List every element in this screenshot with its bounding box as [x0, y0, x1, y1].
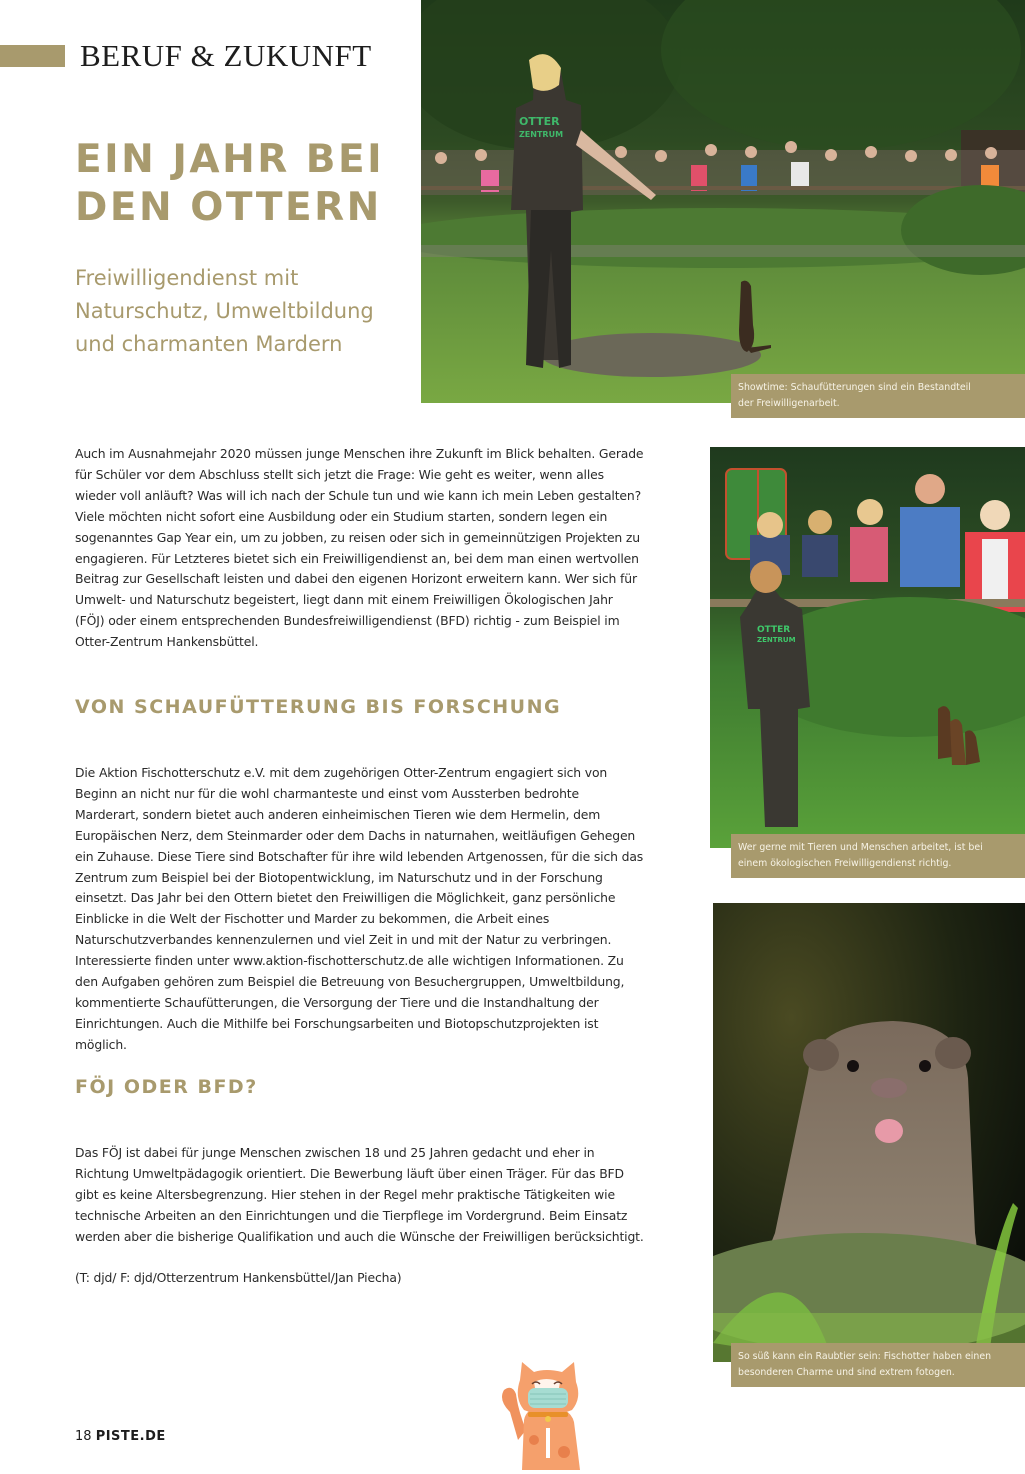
caption-line-2: einem ökologischen Freiwilligendienst richtig.: [738, 857, 952, 869]
section-label: BERUF & ZUKUNFT: [80, 38, 372, 73]
subtitle-line-1: Freiwilligendienst mit: [75, 266, 299, 290]
cat-mascot-icon: [488, 1360, 598, 1470]
vest-logo-text: OTTER: [519, 115, 560, 128]
volunteer-visitors-caption: [731, 834, 1025, 878]
volunteer-visitors-image: [710, 447, 1025, 848]
page-footer: [75, 1429, 166, 1444]
caption-line-1: So süß kann ein Raubtier sein: Fischotter haben einen: [738, 1351, 992, 1362]
otter-portrait-photo: [713, 903, 1025, 1362]
credits-line: (T: djd/ F: djd/Otterzentrum Hankensbüttel/Jan Piecha): [75, 1270, 402, 1285]
caption-line-1: Showtime: Schaufütterungen sind ein Bestandteil: [738, 382, 971, 393]
article-subtitle: [75, 262, 415, 361]
feeding-show-image: [421, 0, 1025, 403]
foej-bfd-paragraph: Das FÖJ ist dabei für junge Menschen zwischen 18 und 25 Jahren gedacht und eher in Richtung Umweltpädagogik orientiert. Die Bewerbung läuft über einen Träger. Für das BFD gibt es keine Altersbegrenzung. Hier stehen in der Regel mehr praktische Tätigkeiten wie technische Arbeiten an den Einrichtungen und die Tierpflege im Vordergrund. Beim Einsatz werden aber die bisherige Qualifikation und auch die Wünsche der Freiwilligen berücksichtigt.: [75, 1145, 644, 1244]
brand-name: PISTE.DE: [95, 1429, 166, 1444]
feeding-show-photo: [421, 0, 1025, 403]
headline-line-1: EIN JAHR BEI: [75, 137, 385, 182]
caption-line-2: besonderen Charme und sind extrem fotogen.: [738, 1366, 955, 1378]
article-headline: [75, 136, 415, 232]
intro-paragraph: Auch im Ausnahmejahr 2020 müssen junge Menschen ihre Zukunft im Blick behalten. Gerade für Schüler vor dem Abschluss stellt sich jetzt die Frage: Wie geht es weiter, wenn alles wieder voll anläuft? Was will ich nach der Schule tun und wie kann ich mein Leben gestalten? Viele möchten nicht sofort eine Ausbildung oder ein Studium starten, sondern legen ein sogenanntes Gap Year ein, um zu jobben, zu reisen oder sich in gemeinnützigen Projekten zu engagieren. Für Letzteres bietet sich ein Freiwilligendienst an, bei dem man einen wertvollen Beitrag zur Gesellschaft leisten und dabei den eigenen Horizont erweitern kann. Wer sich für Umwelt- und Naturschutz begeistert, liegt dann mit einem Freiwilligen Ökologischen Jahr (FÖJ) oder einem entsprechenden Bundesfreiwilligendienst (BFD) richtig - zum Beispiel im Otter-Zentrum Hankensbüttel.: [75, 446, 644, 650]
volunteer-visitors-photo: [710, 447, 1025, 848]
feeding-show-caption: [731, 374, 1025, 418]
vest-logo-subtext: ZENTRUM: [757, 636, 796, 644]
vest-logo-subtext: ZENTRUM: [519, 130, 564, 139]
vest-logo-text: OTTER: [757, 625, 791, 635]
page-number: 18: [75, 1429, 92, 1444]
otter-portrait-image: [713, 903, 1025, 1362]
subtitle-line-2: Naturschutz, Umweltbildung: [75, 299, 374, 323]
otter-portrait-caption: [731, 1343, 1025, 1387]
research-paragraph: Die Aktion Fischotterschutz e.V. mit dem zugehörigen Otter-Zentrum engagiert sich von Beginn an nicht nur für die wohl charmanteste und einst vom Aussterben bedrohte Marderart, sondern bietet auch anderen einheimischen Tieren wie dem Hermelin, dem Europäischen Nerz, dem Steinmarder oder dem Dachs in naturnahen, weitläufigen Gehegen ein Zuhause. Diese Tiere sind Botschafter für ihre wild lebenden Artgenossen, für die sich das Zentrum zum Beispiel bei der Biotopentwicklung, im Naturschutz und in der Forschung einsetzt. Das Jahr bei den Ottern bietet den Freiwilligen die Möglichkeit, ganz persönliche Einblicke in die Welt der Fischotter und Marder zu bekommen, die Arbeit eines Naturschutzverbandes kennenzulernen und viel Zeit in und mit der Natur zu verbringen. Interessierte finden unter www.aktion-fischotterschutz.de alle wichtigen Informationen. Zu den Aufgaben gehören zum Beispiel die Betreuung von Besuchergruppen, Umweltbildung, kommentierte Schaufütterungen, die Versorgung der Tiere und die Instandhaltung der Einrichtungen. Auch die Mithilfe bei Forschungsarbeiten und Biotopschutzprojekten ist möglich.: [75, 765, 644, 1052]
caption-line-1: Wer gerne mit Tieren und Menschen arbeitet, ist bei: [738, 842, 983, 853]
section-heading-foej-bfd: FÖJ ODER BFD?: [75, 1076, 258, 1098]
section-heading-research: VON SCHAUFÜTTERUNG BIS FORSCHUNG: [75, 696, 562, 718]
section-accent-bar: [0, 45, 65, 67]
headline-line-2: DEN OTTERN: [75, 185, 382, 230]
caption-line-2: der Freiwilligenarbeit.: [738, 397, 840, 409]
masked-cat-illustration: [488, 1360, 598, 1470]
subtitle-line-3: und charmanten Mardern: [75, 332, 343, 356]
